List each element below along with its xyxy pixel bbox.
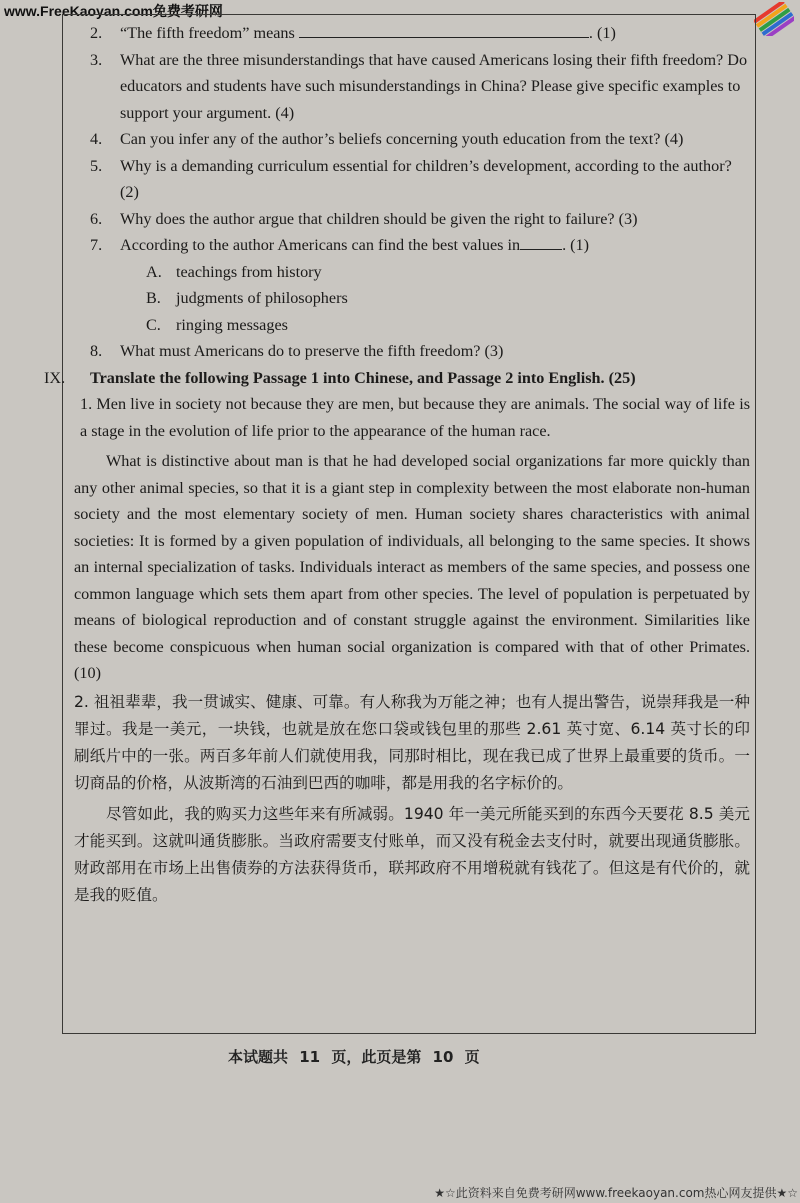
question-8 (66, 338, 750, 365)
option-text: teachings from history (176, 262, 322, 281)
site-watermark: www.FreeKaoyan.com免费考研网 (4, 3, 223, 19)
option-c (66, 312, 750, 339)
question-score: . (1) (588, 24, 616, 42)
question-2 (66, 20, 750, 47)
question-text: Why does the author argue that children should be given the right to failure? (3) (120, 209, 638, 228)
option-letter: A. (146, 262, 162, 281)
question-number: 6. (90, 209, 103, 228)
section-number: IX. (44, 368, 66, 387)
question-number: 5. (90, 156, 103, 175)
question-number: 3. (90, 50, 103, 69)
passage2-paragraph1: 2. 祖祖辈辈，我一贯诚实、健康、可靠。有人称我为万能之神；也有人提出警告，说崇拜我是一种罪过。我是一美元，一块钱，也就是放在您口袋或钱包里的那些 2.61 英寸宽、6.14 英寸长的印刷纸片中的一张。两百多年前人们就使用我，同那时相比，现在我已成了世界上最重要的货币。一切商品的价格，从波斯湾的石油到巴西的咖啡，都是用我的名字标价的。 (74, 692, 750, 792)
option-text: ringing messages (176, 315, 288, 334)
passage1-paragraph2: What is distinctive about man is that he had developed social organizations far more quickly than any other animal species, so that it is a giant step in complexity between the most elaborate non-human society and the most elementary society of men. Human society shares characteristics with animal societies: It is formed by a given population of individuals, all belonging to the same species. It shows an internal specialization of tasks. Individuals interact as members of the same species, and possess one common language which sets them apart from other species. The level of population is perpetuated by means of biological reproduction and of constant struggle against the environment. Similarities like these become conspicuous when human social organization is compared with that of other Primates. (10) (74, 452, 750, 682)
striped-logo-icon (754, 2, 794, 36)
question-number: 8. (90, 342, 103, 360)
question-text: What are the three misunderstandings that have caused Americans losing their fifth freedom? Do educators and students have such misunderstandings in China? Please give specific examples to support your argument. (4) (120, 50, 748, 122)
passage1-paragraph1: 1. Men live in society not because they are men, but because they are animals. The social way of life is a stage in the evolution of life prior to the appearance of the human race. (80, 395, 750, 440)
question-text: Why is a demanding curriculum essential for children’s development, according to the author? (2) (120, 156, 732, 201)
question-4 (66, 126, 750, 153)
page-footer: 本试题共 11 页，此页是第 10 页 (228, 1048, 480, 1066)
passage2-paragraph2: 尽管如此，我的购买力这些年来有所减弱。1940 年一美元所能买到的东西今天要花 8.5 美元才能买到。这就叫通货膨胀。当政府需要支付账单，而又没有税金去支付时，就要出现通货膨胀。财政部用在市场上出售债券的方法获得货币，联邦政府不用增税就有钱花了。但这是有代价的，就是我的贬值。 (74, 804, 750, 904)
question-text: Can you infer any of the author’s beliefs concerning youth education from the text? (4) (120, 130, 684, 148)
exam-content (44, 20, 750, 909)
question-text: What must Americans do to preserve the fifth freedom? (3) (120, 342, 504, 360)
question-6 (66, 206, 750, 233)
question-number: 2. (90, 24, 103, 42)
answer-blank (299, 21, 589, 38)
question-3 (66, 47, 750, 127)
question-5 (66, 153, 750, 206)
bottom-watermark: ★☆此资料来自免费考研网www.freekaoyan.com热心网友提供★☆ (434, 1186, 798, 1200)
option-a (66, 259, 750, 286)
question-text: According to the author Americans can find the best values in (120, 236, 521, 254)
option-letter: C. (146, 315, 161, 334)
question-7 (66, 232, 750, 259)
section-title: Translate the following Passage 1 into Chinese, and Passage 2 into English. (25) (90, 368, 636, 387)
question-number: 4. (90, 130, 103, 148)
question-text: “The fifth freedom” means (120, 24, 295, 42)
option-b (66, 285, 750, 312)
question-number: 7. (90, 236, 103, 254)
question-score: . (1) (562, 236, 590, 254)
section-heading (44, 365, 750, 392)
option-text: judgments of philosophers (176, 289, 348, 307)
option-letter: B. (146, 289, 161, 307)
answer-blank (520, 233, 562, 250)
